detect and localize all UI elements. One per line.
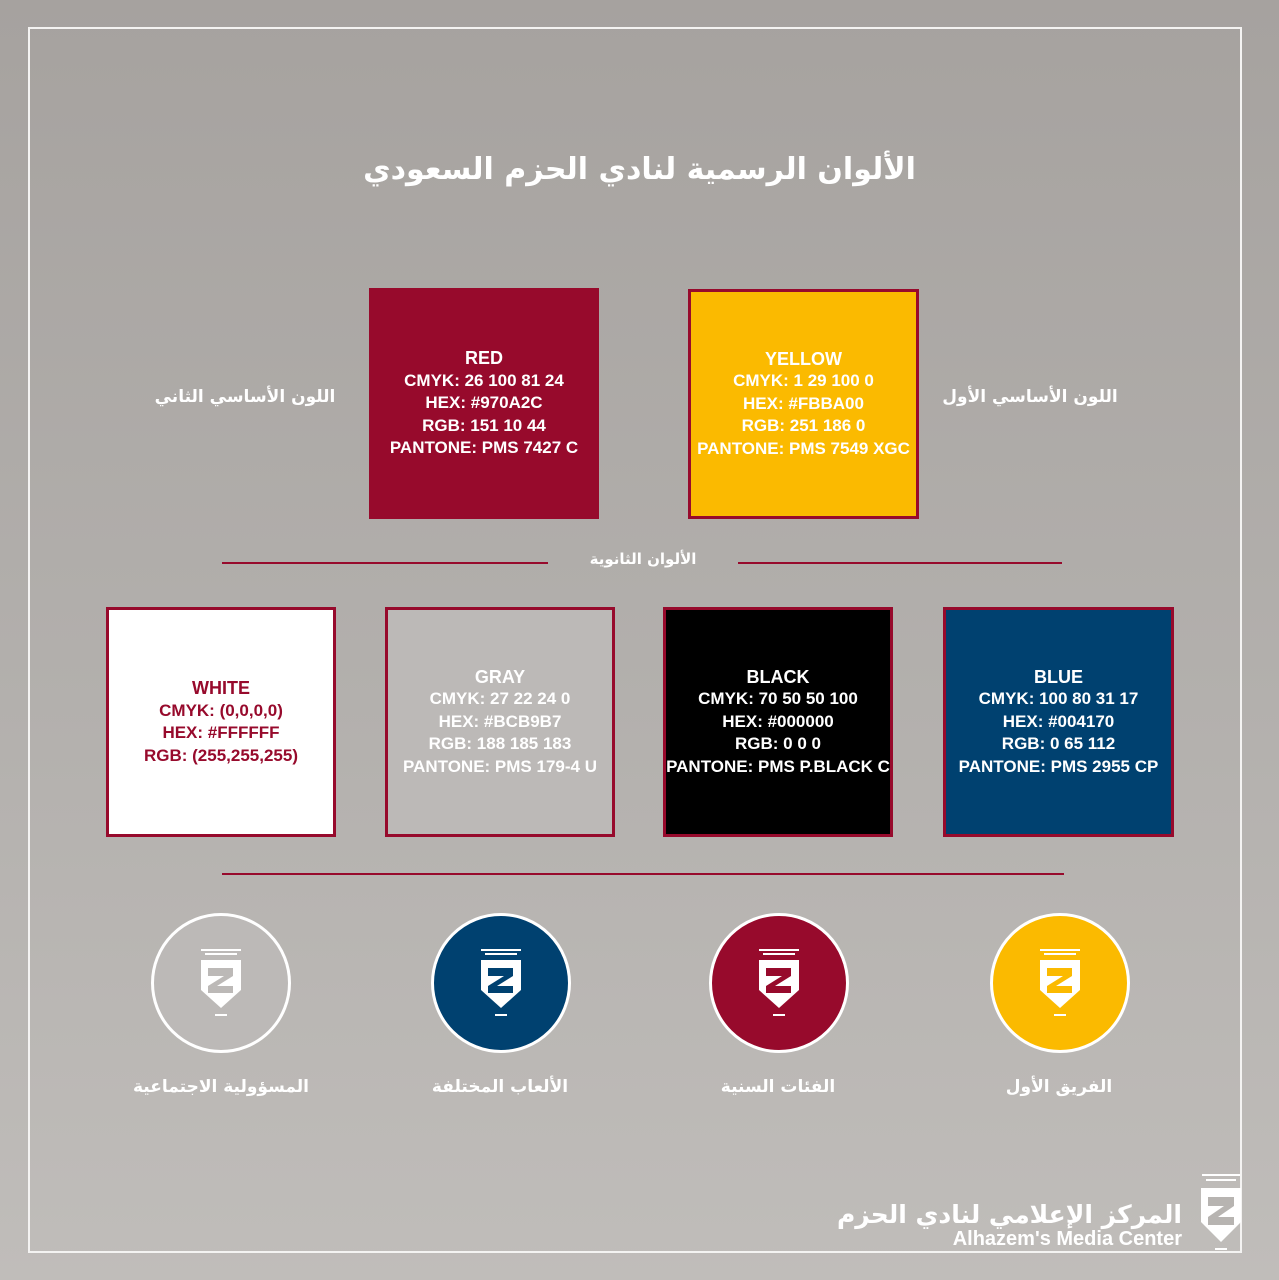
yellow-pantone: PANTONE: PMS 7549 XGC: [697, 438, 910, 458]
secondary-primary-label: اللون الأساسي الثاني: [154, 387, 336, 407]
gray-hex: HEX: #BCB9B7: [438, 711, 562, 731]
red-hex: HEX: #970A2C: [425, 393, 543, 413]
footer-english: Alhazem's Media Center: [952, 1228, 1182, 1250]
club-crest-icon: [1032, 946, 1088, 1020]
blue-cmyk: CMYK: 100 80 31 17: [978, 689, 1139, 709]
first-team-label: الفريق الأول: [1005, 1077, 1113, 1097]
club-crest-icon: [193, 946, 249, 1020]
club-logo-icon: [1196, 1172, 1246, 1256]
blue-hex: HEX: #004170: [1002, 711, 1115, 731]
divider-right: [738, 562, 1062, 564]
blue-rgb: RGB: 0 65 112: [1001, 734, 1116, 754]
black-rgb: RGB: 0 0 0: [735, 734, 821, 754]
gray-cmyk: CMYK: 27 22 24 0: [429, 689, 571, 709]
blue-pantone: PANTONE: PMS 2955 CP: [958, 756, 1159, 776]
red-pantone: PANTONE: PMS 7427 C: [389, 438, 579, 458]
age-groups-label: الفئات السنية: [720, 1077, 836, 1097]
black-hex: HEX: #000000: [722, 711, 834, 731]
black-cmyk: CMYK: 70 50 50 100: [698, 689, 858, 709]
first-team-circle: [990, 913, 1130, 1053]
divider-bottom: [222, 873, 1064, 875]
social-circle: [151, 913, 291, 1053]
black-name: BLACK: [746, 666, 810, 687]
gray-rgb: RGB: 188 185 183: [428, 734, 572, 754]
yellow-name: YELLOW: [765, 348, 842, 369]
divider-left: [222, 562, 548, 564]
yellow-cmyk: CMYK: 1 29 100 0: [733, 371, 874, 391]
games-circle: [431, 913, 571, 1053]
yellow-swatch: [688, 289, 919, 519]
gray-name: GRAY: [474, 666, 526, 687]
white-rgb: RGB: (255,255,255): [143, 745, 299, 765]
white-hex: HEX: #FFFFFF: [162, 723, 280, 742]
red-swatch: [369, 288, 599, 519]
white-swatch: [106, 607, 336, 837]
yellow-rgb: RGB: 251 186 0: [741, 416, 866, 436]
secondary-colors-label: الألوان الثانوية: [589, 550, 697, 568]
blue-swatch: [943, 607, 1174, 837]
gray-pantone: PANTONE: PMS 179-4 U: [403, 756, 597, 776]
red-cmyk: CMYK: 26 100 81 24: [404, 370, 564, 390]
red-rgb: RGB: 151 10 44: [422, 415, 546, 435]
yellow-hex: HEX: #FBBA00: [743, 393, 864, 413]
first-primary-label: اللون الأساسي الأول: [942, 387, 1118, 407]
social-label: المسؤولية الاجتماعية: [132, 1077, 309, 1097]
club-crest-icon: [473, 946, 529, 1020]
footer-arabic: المركز الإعلامي لنادي الحزم: [836, 1200, 1182, 1229]
club-crest-icon: [751, 946, 807, 1020]
age-groups-circle: [709, 913, 849, 1053]
black-pantone: PANTONE: PMS P.BLACK C: [666, 756, 890, 776]
red-name: RED: [464, 348, 503, 369]
white-name: WHITE: [192, 678, 250, 698]
gray-swatch: [385, 607, 615, 837]
page-title: الألوان الرسمية لنادي الحزم السعودي: [363, 152, 916, 187]
white-cmyk: CMYK: (0,0,0,0): [159, 700, 283, 720]
black-swatch: [663, 607, 893, 837]
games-label: الألعاب المختلفة: [431, 1077, 569, 1097]
blue-name: BLUE: [1034, 666, 1083, 687]
